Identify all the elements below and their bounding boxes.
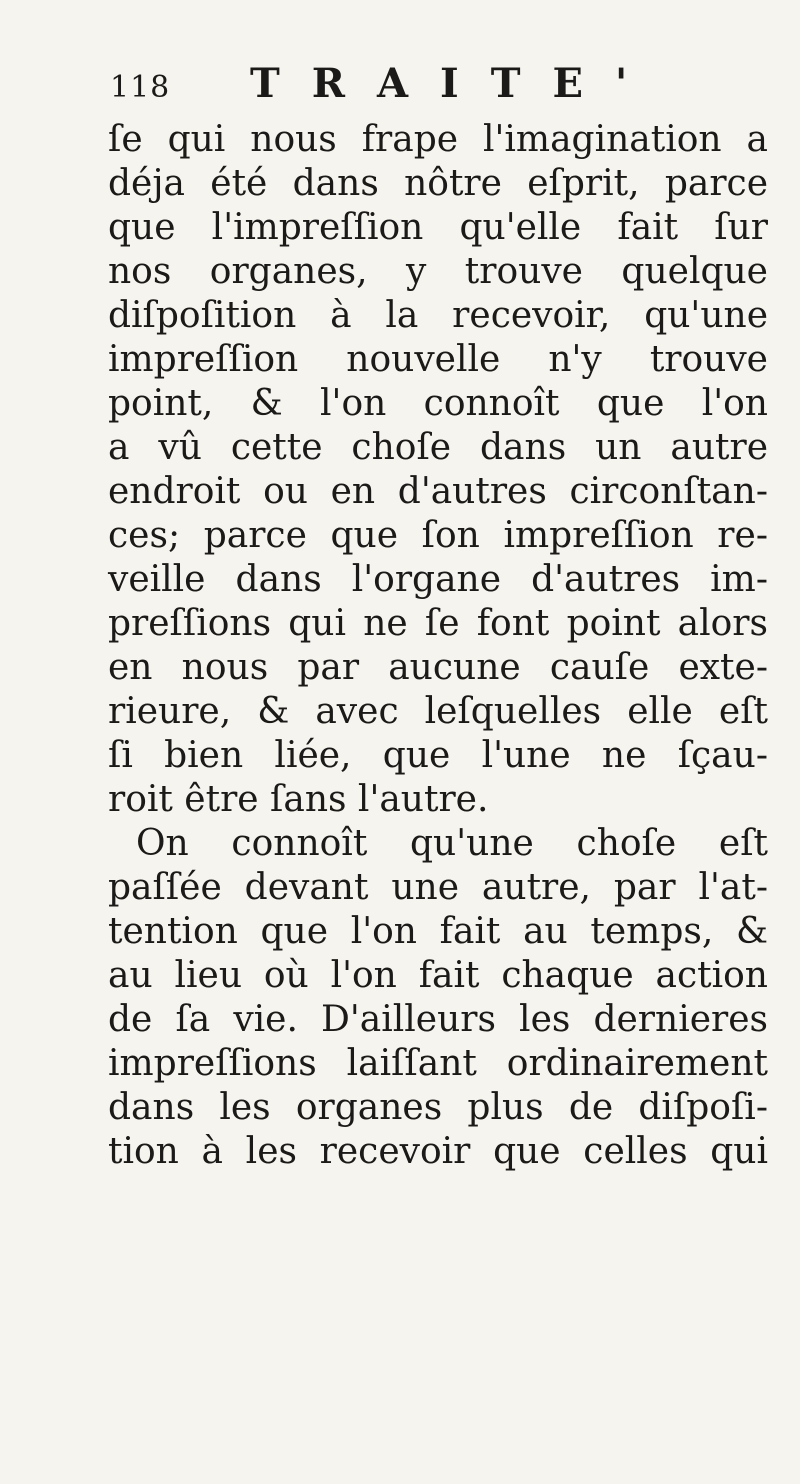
text-line: veille dans l'organe d'autres im- (108, 559, 768, 600)
text-line: tion à les recevoir que celles qui (108, 1131, 768, 1172)
text-line: impreſſions laiſſant ordinairement (108, 1043, 768, 1084)
text-line: dans les organes plus de diſpoſi- (108, 1087, 768, 1128)
text-line: déja été dans nôtre eſprit, parce (108, 163, 768, 204)
text-line: roit être ſans l'autre. (108, 779, 489, 820)
text-line: rieure, & avec leſquelles elle eſt (108, 691, 768, 732)
text-line: diſpoſition à la recevoir, qu'une (108, 295, 768, 336)
page-number: 118 (110, 70, 171, 105)
text-line: paſſée devant une autre, par l'at- (108, 867, 768, 908)
body-text (108, 118, 768, 1174)
text-line: de ſa vie. D'ailleurs les dernieres (108, 999, 768, 1040)
text-line: ſe qui nous frape l'imagination a (108, 119, 768, 160)
page-header (110, 60, 710, 120)
text-line: endroit ou en d'autres circonſtan- (108, 471, 768, 512)
text-line: tention que l'on fait au temps, & (108, 911, 768, 952)
text-line: preſſions qui ne ſe font point alors (108, 603, 768, 644)
text-line: au lieu où l'on fait chaque action (108, 955, 768, 996)
text-line: a vû cette choſe dans un autre (108, 427, 768, 468)
text-line: en nous par aucune cauſe exte- (108, 647, 768, 688)
text-line: On connoît qu'une choſe eſt (136, 823, 768, 864)
text-line: nos organes, y trouve quelque (108, 251, 768, 292)
text-line: que l'impreſſion qu'elle fait ſur (108, 207, 768, 248)
text-line: ſi bien liée, que l'une ne ſçau- (108, 735, 768, 776)
running-head: TRAITE' (250, 60, 660, 107)
text-line: impreſſion nouvelle n'y trouve (108, 339, 768, 380)
text-line: point, & l'on connoît que l'on (108, 383, 768, 424)
text-line: ces; parce que ſon impreſſion re- (108, 515, 768, 556)
